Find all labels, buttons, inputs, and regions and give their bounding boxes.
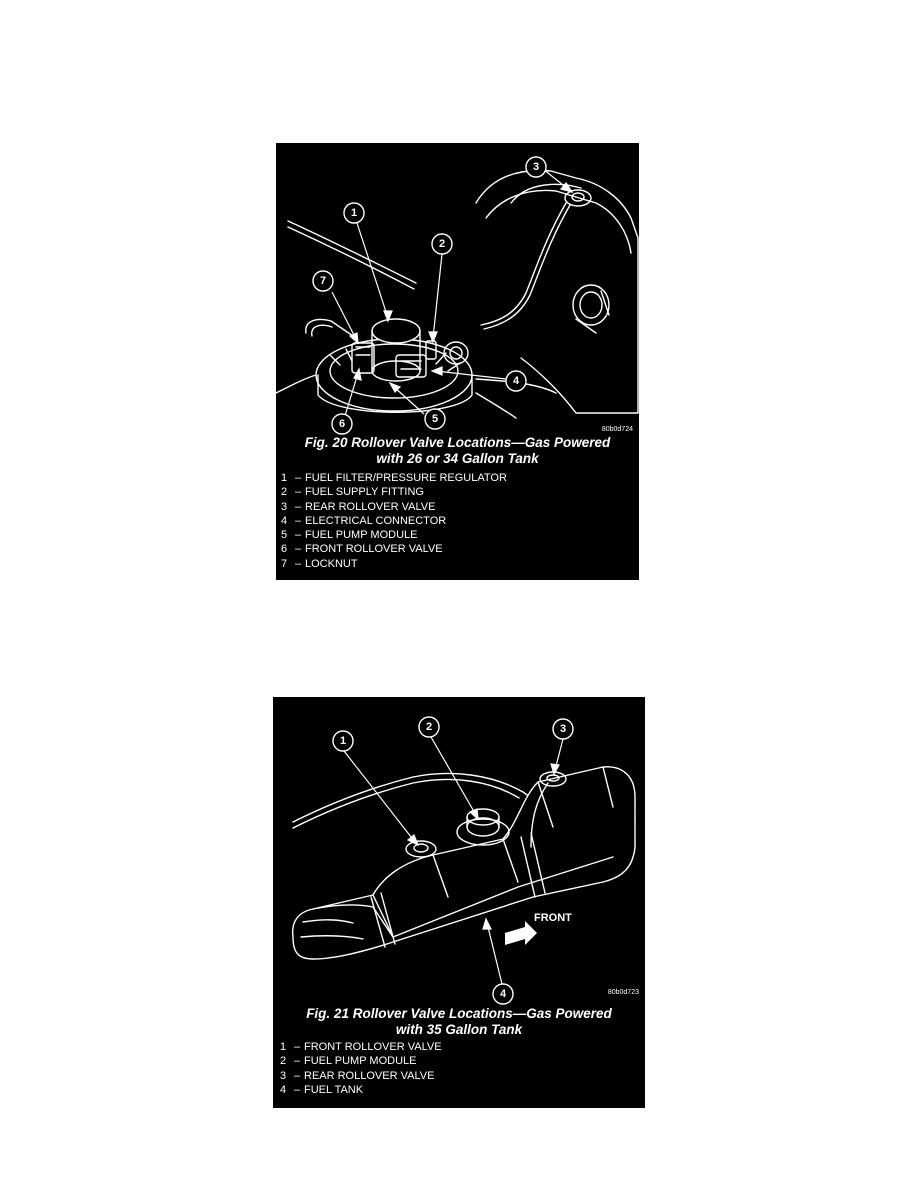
callout-4: 4 (499, 988, 507, 1000)
legend-number: 2 (281, 486, 288, 499)
legend-text: FUEL TANK (304, 1083, 364, 1096)
legend-number: 1 (280, 1041, 287, 1053)
legend-text: FRONT ROLLOVER VALVE (305, 543, 443, 556)
legend-dash: – (293, 1055, 301, 1068)
callout-4: 4 (512, 375, 520, 387)
front-label: FRONT (534, 912, 572, 924)
legend-dash: – (293, 1069, 301, 1082)
legend-dash: – (294, 514, 302, 527)
figure-code: 80b0d723 (607, 989, 639, 996)
callout-7: 7 (319, 275, 327, 287)
legend-number: 3 (281, 500, 288, 513)
legend-text: FRONT ROLLOVER VALVE (304, 1041, 442, 1053)
legend-item (280, 1040, 442, 1054)
legend-item (281, 514, 507, 528)
caption-line-2: with 26 or 34 Gallon Tank (376, 451, 539, 466)
legend-dash: – (294, 500, 302, 513)
legend-dash: – (294, 529, 302, 542)
callout-2: 2 (425, 721, 433, 733)
legend-item (281, 557, 507, 571)
legend-number: 6 (281, 543, 288, 556)
legend-item (281, 528, 507, 542)
legend-dash: – (293, 1083, 301, 1096)
legend-dash: – (294, 557, 302, 570)
legend-text: FUEL SUPPLY FITTING (305, 486, 424, 499)
legend-dash: – (294, 486, 302, 499)
figure-21-illustration (273, 697, 645, 1000)
caption-line-1: Fig. 21 Rollover Valve Locations—Gas Powered (306, 1006, 612, 1021)
legend-item (281, 471, 507, 485)
legend-number: 1 (281, 472, 288, 484)
caption-line-2: with 35 Gallon Tank (395, 1022, 523, 1037)
legend-dash: – (293, 1041, 301, 1053)
legend-item (281, 485, 507, 499)
figure-code: 80b0d724 (601, 426, 633, 433)
caption-line-1: Fig. 20 Rollover Valve Locations—Gas Powered (304, 435, 611, 450)
legend-item (280, 1069, 442, 1083)
legend-text: LOCKNUT (305, 557, 358, 570)
legend-text: FUEL PUMP MODULE (305, 529, 418, 542)
legend-text: ELECTRICAL CONNECTOR (305, 514, 447, 527)
callout-1: 1 (339, 735, 347, 747)
figure-legend (280, 1040, 442, 1097)
legend-text: FUEL FILTER/PRESSURE REGULATOR (305, 472, 507, 484)
legend-text: FUEL PUMP MODULE (304, 1055, 417, 1068)
legend-number: 7 (281, 557, 288, 570)
legend-number: 4 (281, 514, 288, 527)
legend-item (281, 542, 507, 556)
legend-number: 3 (280, 1069, 287, 1082)
legend-dash: – (294, 472, 302, 484)
legend-dash: – (294, 543, 302, 556)
legend-item (280, 1083, 442, 1097)
callout-5: 5 (431, 413, 439, 425)
legend-item (281, 500, 507, 514)
legend-number: 2 (280, 1055, 287, 1068)
callout-2: 2 (438, 238, 446, 250)
callout-3: 3 (559, 723, 567, 735)
legend-number: 4 (280, 1083, 287, 1096)
legend-number: 5 (281, 529, 288, 542)
legend-text: REAR ROLLOVER VALVE (305, 500, 436, 513)
figure-20 (276, 143, 639, 580)
figure-21 (273, 697, 645, 1108)
figure-caption (276, 435, 639, 467)
legend-text: REAR ROLLOVER VALVE (304, 1069, 435, 1082)
figure-caption (273, 1006, 645, 1038)
callout-6: 6 (338, 418, 346, 430)
legend-item (280, 1054, 442, 1068)
callout-1: 1 (350, 207, 358, 219)
figure-legend (281, 471, 507, 571)
callout-3: 3 (532, 161, 540, 173)
